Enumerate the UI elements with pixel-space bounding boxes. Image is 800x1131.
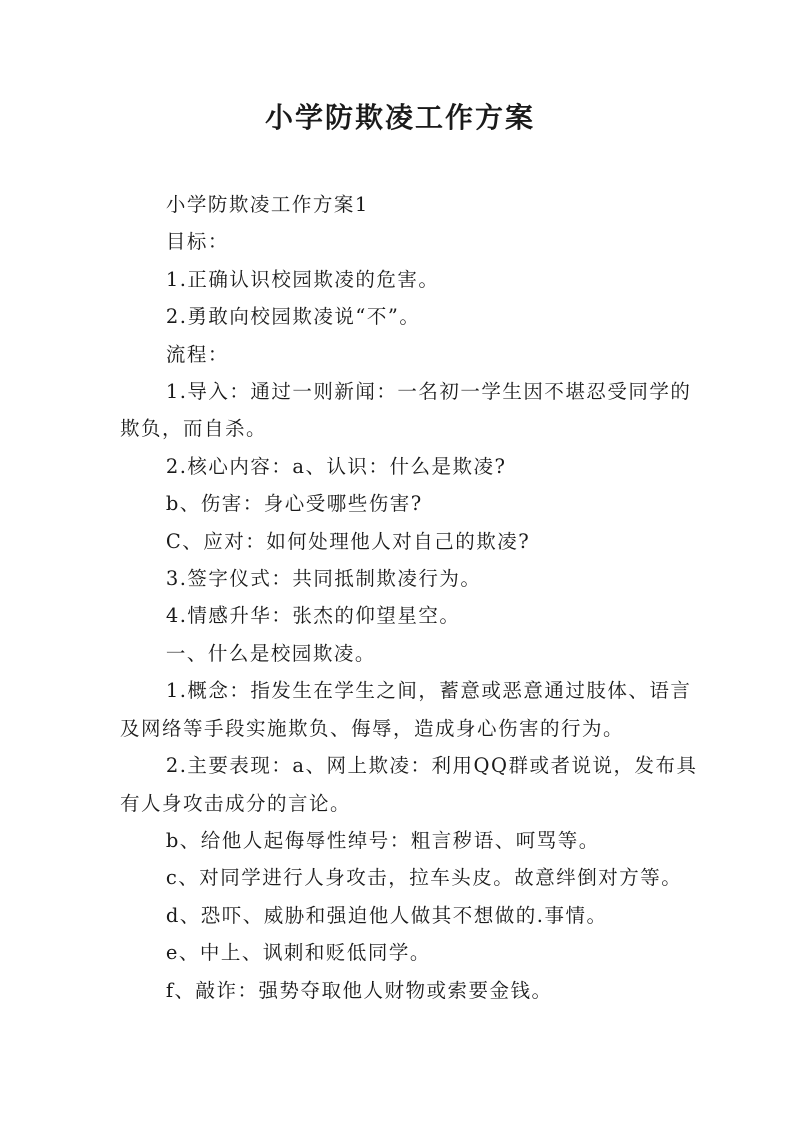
paragraph-goal-2: 2.勇敢向校园欺凌说“不”。 — [165, 305, 421, 329]
paragraph-manifestation-e: e、中上、讽刺和贬低同学。 — [165, 941, 431, 965]
paragraph-process-2c: C、应对：如何处理他人对自己的欺凌? — [165, 529, 531, 553]
paragraph-manifestation-d: d、恐吓、威胁和强迫他人做其不想做的.事情。 — [165, 903, 608, 927]
paragraph-manifestation-f: f、敲诈：强势夺取他人财物或索要金钱。 — [165, 978, 553, 1002]
document-title: 小学防欺凌工作方案 — [264, 101, 535, 134]
paragraph-manifestation-c: c、对同学进行人身攻击，拉车头皮。故意绊倒对方等。 — [165, 866, 683, 890]
paragraph-process-heading: 流程： — [165, 342, 229, 366]
paragraph-manifestation-b: b、给他人起侮辱性绰号：粗言秽语、呵骂等。 — [165, 828, 600, 852]
paragraph-section-1-heading: 一、什么是校园欺凌。 — [165, 641, 376, 665]
paragraph-concept: 1.概念：指发生在学生之间，蓄意或恶意通过肢体、语言及网络等手段实施欺负、侮辱，造成身心伤害的行为。 — [120, 679, 692, 740]
paragraph-subtitle: 小学防欺凌工作方案1 — [165, 193, 369, 216]
document-body — [120, 186, 710, 1009]
paragraph-process-2b: b、伤害：身心受哪些伤害? — [165, 492, 423, 516]
paragraph-goal-1: 1.正确认识校园欺凌的危害。 — [165, 267, 440, 291]
paragraph-goal-heading: 目标： — [165, 230, 229, 254]
paragraph-manifestations: 2.主要表现：a、网上欺凌：利用QQ群或者说说，发布具有人身攻击成分的言论。 — [120, 754, 698, 815]
paragraph-process-4: 4.情感升华：张杰的仰望星空。 — [165, 604, 461, 628]
paragraph-process-1: 1.导入：通过一则新闻：一名初一学生因不堪忍受同学的欺负，而自杀。 — [120, 380, 692, 441]
paragraph-process-2: 2.核心内容：a、认识：什么是欺凌? — [165, 454, 507, 478]
paragraph-process-3: 3.签字仪式：共同抵制欺凌行为。 — [165, 567, 482, 591]
